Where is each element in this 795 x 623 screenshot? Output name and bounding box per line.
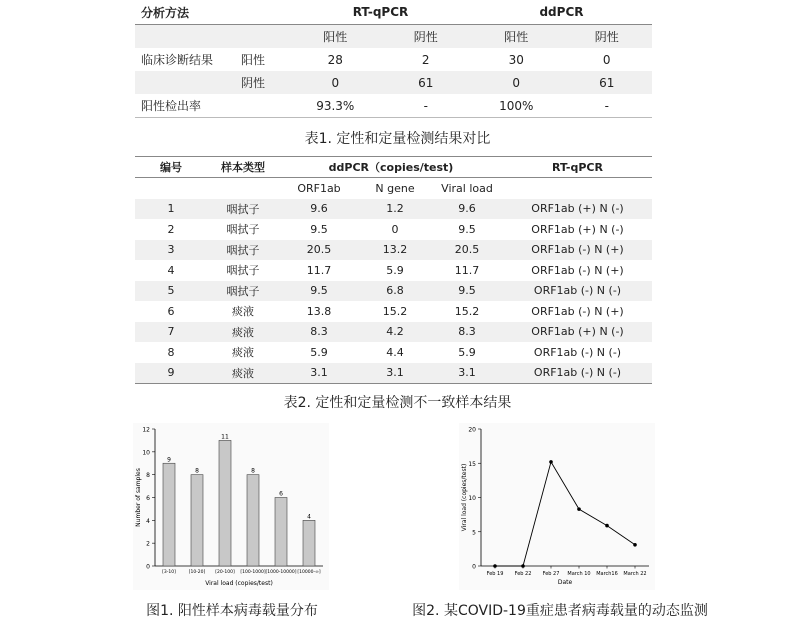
cell-orf1ab: 20.5 [279, 240, 359, 261]
table2-header-row [135, 157, 652, 178]
cell-id: 6 [167, 304, 175, 318]
row-sublabel: 阳性 [241, 53, 266, 67]
table-row [135, 342, 652, 363]
cell-rt: ORF1ab (-) N (-) [533, 345, 622, 359]
cell-type: 痰液 [207, 322, 279, 343]
y-tick-label: 6 [146, 495, 150, 502]
table-row [135, 199, 652, 220]
y-tick-label: 10 [142, 449, 150, 457]
cell-ngene: 1.2 [359, 199, 431, 220]
cell-load: 3.1 [431, 363, 503, 384]
data-label: 11 [221, 433, 229, 441]
cell-type: 咽拭子 [207, 240, 279, 261]
data-point [633, 543, 637, 547]
cell-rt: ORF1ab (-) N (-) [503, 281, 652, 302]
bar [191, 475, 203, 566]
chart-viral-load-distribution [133, 423, 329, 590]
table-row [135, 48, 652, 71]
table-row [135, 71, 652, 94]
bar [163, 463, 175, 566]
cell-rt: ORF1ab (-) N (+) [503, 240, 652, 261]
row-label: 临床诊断结果 [141, 53, 214, 67]
cell-type: 痰液 [232, 346, 254, 360]
data-label: 8 [195, 467, 199, 475]
cell-rt: ORF1ab (+) N (-) [503, 199, 652, 220]
header-rtqpcr: RT-qPCR [503, 157, 652, 178]
cell-load: 5.9 [458, 345, 476, 359]
x-tick-label: [20-100] [215, 570, 235, 575]
data-point [549, 460, 553, 464]
cell: 2 [421, 52, 430, 67]
cell-ngene: 15.2 [382, 304, 408, 318]
y-tick-label: 12 [142, 426, 150, 434]
cell-type: 咽拭子 [207, 199, 279, 220]
table-discordant-samples [135, 156, 652, 384]
cell-orf1ab: 3.1 [279, 363, 359, 384]
x-tick-label: [3-10] [162, 570, 176, 575]
x-axis-label: Viral load (copies/test) [205, 580, 273, 587]
method-rtqpcr: RT-qPCR [290, 0, 471, 25]
x-tick-label: Feb 27 [542, 571, 560, 577]
cell-ngene: 13.2 [359, 240, 431, 261]
y-tick-label: 4 [146, 517, 150, 525]
cell-id: 2 [167, 222, 175, 236]
bar [275, 498, 287, 567]
chart-dynamic-monitoring [459, 423, 655, 590]
bar [247, 475, 259, 566]
cell-id: 8 [167, 345, 175, 359]
cell: - [561, 94, 652, 118]
y-tick-label: 2 [146, 540, 150, 548]
cell-rt: ORF1ab (+) N (-) [503, 322, 652, 343]
cell-load: 9.5 [458, 222, 476, 236]
bar [219, 440, 231, 566]
cell: 0 [602, 52, 611, 67]
row-sublabel: 阴性 [235, 71, 290, 94]
y-tick-label: 8 [146, 472, 150, 480]
cell-orf1ab: 13.8 [306, 304, 332, 318]
data-label: 4 [307, 513, 311, 521]
cell-ngene: 5.9 [386, 263, 404, 277]
y-axis-label: Viral load (copies/test) [461, 463, 468, 532]
table2-caption: 表2. 定性和定量检测不一致样本结果 [283, 395, 512, 411]
cell-type: 咽拭子 [226, 223, 260, 237]
cell-load: 20.5 [431, 240, 503, 261]
table1-subheader-row [135, 25, 652, 49]
y-tick-label: 20 [468, 426, 476, 434]
cell: 61 [381, 71, 471, 94]
subheader-cell: 阳性 [290, 25, 380, 49]
data-point [605, 524, 609, 528]
row-label: 阳性检出率 [135, 94, 290, 118]
chart1-caption: 图1. 阳性样本病毒载量分布 [146, 603, 318, 619]
cell-orf1ab: 5.9 [310, 345, 328, 359]
line-chart-svg [459, 423, 655, 590]
cell-type: 咽拭子 [207, 281, 279, 302]
cell: 0 [290, 71, 380, 94]
table-row [135, 322, 652, 343]
cell-orf1ab: 11.7 [306, 263, 332, 277]
cell: 30 [508, 52, 524, 67]
x-tick-label: Feb 22 [514, 571, 532, 577]
table-row [135, 240, 652, 261]
cell-rt: ORF1ab (-) N (+) [531, 304, 624, 318]
cell-id: 5 [135, 281, 207, 302]
cell-rt: ORF1ab (-) N (-) [503, 363, 652, 384]
table-row [135, 363, 652, 384]
data-label: 8 [251, 467, 255, 475]
header-sample-type: 样本类型 [207, 157, 279, 178]
cell: 93.3% [290, 94, 380, 118]
y-tick-label: 0 [146, 563, 150, 571]
table-row [135, 281, 652, 302]
subheader-cell: 阴性 [561, 25, 652, 49]
cell-rt: ORF1ab (-) N (+) [531, 263, 624, 277]
x-tick-label: March16 [596, 571, 618, 577]
cell: - [381, 94, 471, 118]
cell-type: 痰液 [207, 363, 279, 384]
cell-load: 9.5 [431, 281, 503, 302]
x-tick-label: [10-20] [188, 570, 206, 575]
data-label: 6 [279, 490, 283, 498]
cell: 61 [561, 71, 652, 94]
bar [303, 520, 315, 566]
header-ddpcr: ddPCR（copies/test) [279, 157, 503, 178]
cell-rt: ORF1ab (+) N (-) [531, 222, 624, 236]
series-line [495, 462, 635, 566]
subheader-cell: 阳性 [471, 25, 561, 49]
cell-orf1ab: 8.3 [279, 322, 359, 343]
table2-subheader-row [135, 178, 652, 199]
cell-load: 8.3 [431, 322, 503, 343]
cell: 28 [327, 52, 343, 67]
x-axis-label: Date [557, 579, 573, 586]
cell-load: 11.7 [454, 263, 480, 277]
cell-id: 3 [135, 240, 207, 261]
cell-ngene: 4.2 [359, 322, 431, 343]
cell-ngene: 6.8 [359, 281, 431, 302]
cell-load: 9.6 [431, 199, 503, 220]
header-id: 编号 [135, 157, 207, 178]
table-row [135, 219, 652, 240]
subheader-cell: 阴性 [381, 25, 471, 49]
table-row [135, 301, 652, 322]
data-label: 9 [167, 456, 171, 464]
subheader-cell: Viral load [441, 181, 493, 195]
cell-type: 痰液 [232, 305, 254, 319]
y-tick-label: 15 [468, 460, 476, 468]
cell-load: 15.2 [454, 304, 480, 318]
table-qualitative-comparison [135, 0, 652, 118]
y-axis-label: Number of samples [135, 468, 142, 527]
cell: 0 [471, 71, 561, 94]
row-label [135, 71, 235, 94]
method-label: 分析方法 [135, 0, 290, 25]
cell-type: 咽拭子 [226, 264, 260, 278]
cell-ngene: 0 [391, 222, 399, 236]
chart2-caption: 图2. 某COVID-19重症患者病毒载量的动态监测 [412, 603, 708, 619]
x-tick-label: [100-1000] [240, 570, 266, 575]
cell-id: 4 [167, 263, 175, 277]
x-tick-label: March 22 [623, 571, 647, 577]
y-tick-label: 0 [472, 563, 476, 571]
cell-orf1ab: 9.6 [279, 199, 359, 220]
x-tick-label: [10000-∞] [297, 570, 321, 575]
x-tick-label: Feb 19 [486, 571, 504, 577]
cell-orf1ab: 9.5 [279, 281, 359, 302]
cell-id: 7 [135, 322, 207, 343]
cell-orf1ab: 9.5 [310, 222, 328, 236]
x-tick-label: March 10 [567, 571, 591, 577]
bar-chart-svg [133, 423, 329, 590]
y-tick-label: 5 [472, 529, 476, 537]
table-row [135, 94, 652, 118]
table-row [135, 260, 652, 281]
cell-ngene: 4.4 [386, 345, 404, 359]
y-tick-label: 10 [468, 495, 476, 502]
subheader-cell: ORF1ab [297, 181, 341, 195]
cell-id: 1 [135, 199, 207, 220]
data-point [577, 507, 581, 511]
subheader-cell: N gene [375, 181, 415, 195]
cell-ngene: 3.1 [359, 363, 431, 384]
x-tick-label: [1000-10000] [265, 570, 297, 575]
cell: 100% [471, 94, 561, 118]
table1-header-row [135, 0, 652, 25]
method-ddpcr: ddPCR [471, 0, 652, 25]
cell-id: 9 [135, 363, 207, 384]
table1-caption: 表1. 定性和定量检测结果对比 [304, 131, 491, 147]
